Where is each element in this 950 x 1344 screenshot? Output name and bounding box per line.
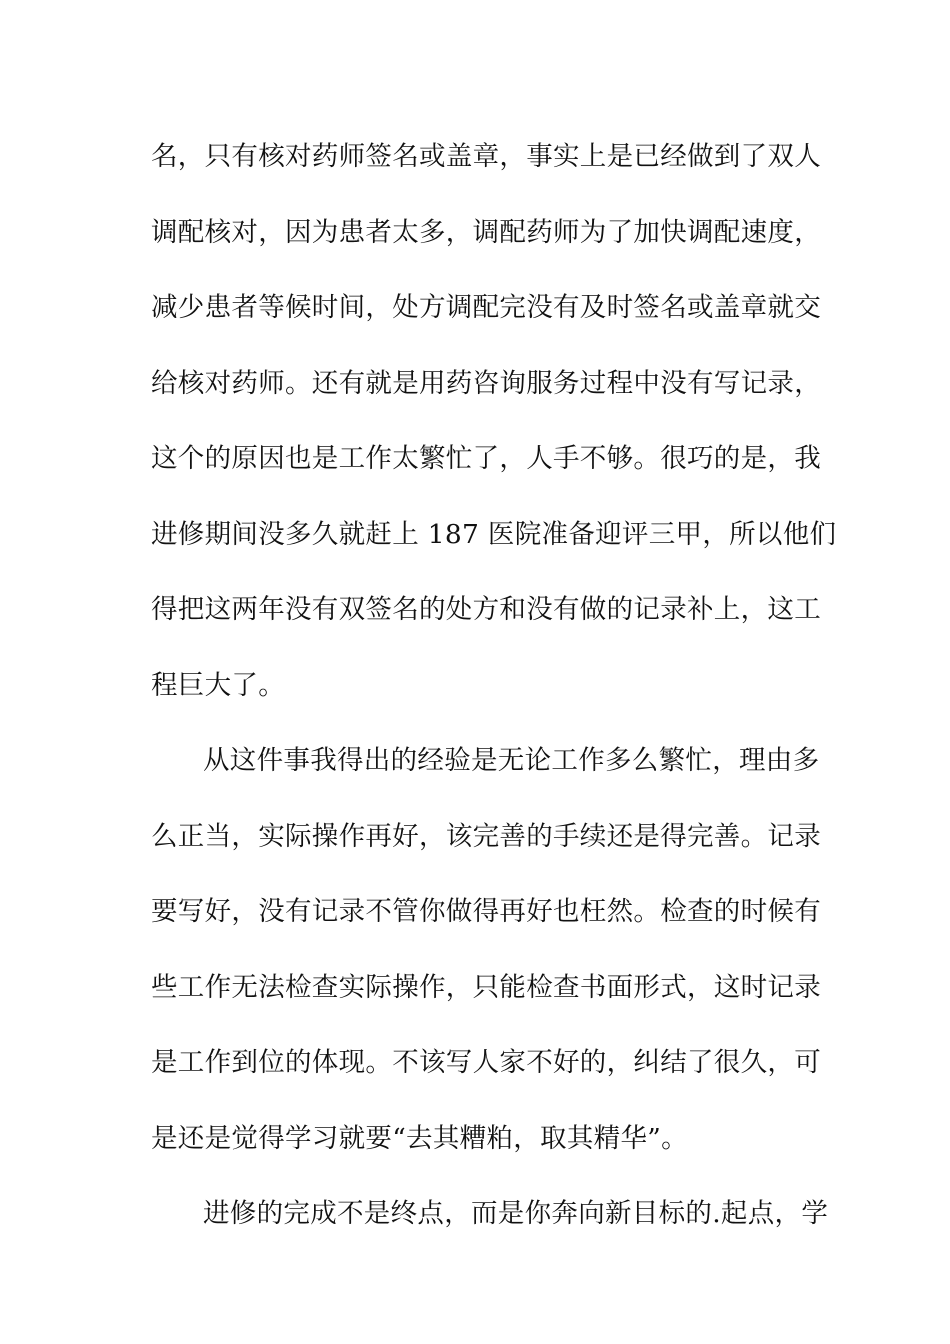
text-line: 名，只有核对药师签名或盖章，事实上是已经做到了双人 xyxy=(151,141,821,172)
paragraph-start-line: 从这件事我得出的经验是无论工作多么繁忙，理由多 xyxy=(203,745,820,776)
text-line: 程巨大了。 xyxy=(151,669,285,701)
text-line: 得把这两年没有双签名的处方和没有做的记录补上，这工 xyxy=(151,594,821,625)
text-line: 些工作无法检查实际操作，只能检查书面形式，这时记录 xyxy=(151,971,821,1003)
text-line: 给核对药师。还有就是用药咨询服务过程中没有写记录， xyxy=(151,367,821,399)
text-line: 进修期间没多久就赶上 187 医院准备迎评三甲，所以他们 xyxy=(151,518,837,550)
text-line: 是还是觉得学习就要“去其糟粕，取其精华”。 xyxy=(151,1122,688,1154)
text-line: 么正当，实际操作再好，该完善的手续还是得完善。记录 xyxy=(151,820,821,852)
text-line: 要写好，没有记录不管你做得再好也枉然。检查的时候有 xyxy=(151,896,821,927)
text-line: 减少患者等候时间，处方调配完没有及时签名或盖章就交 xyxy=(151,292,821,323)
text-line: 是工作到位的体现。不该写人家不好的，纠结了很久，可 xyxy=(151,1047,821,1078)
paragraph-start-line: 进修的完成不是终点，而是你奔向新目标的.起点，学 xyxy=(203,1198,829,1229)
text-line: 调配核对，因为患者太多，调配药师为了加快调配速度， xyxy=(151,216,821,248)
body-text xyxy=(151,132,837,1265)
text-line: 这个的原因也是工作太繁忙了，人手不够。很巧的是，我 xyxy=(151,443,821,474)
